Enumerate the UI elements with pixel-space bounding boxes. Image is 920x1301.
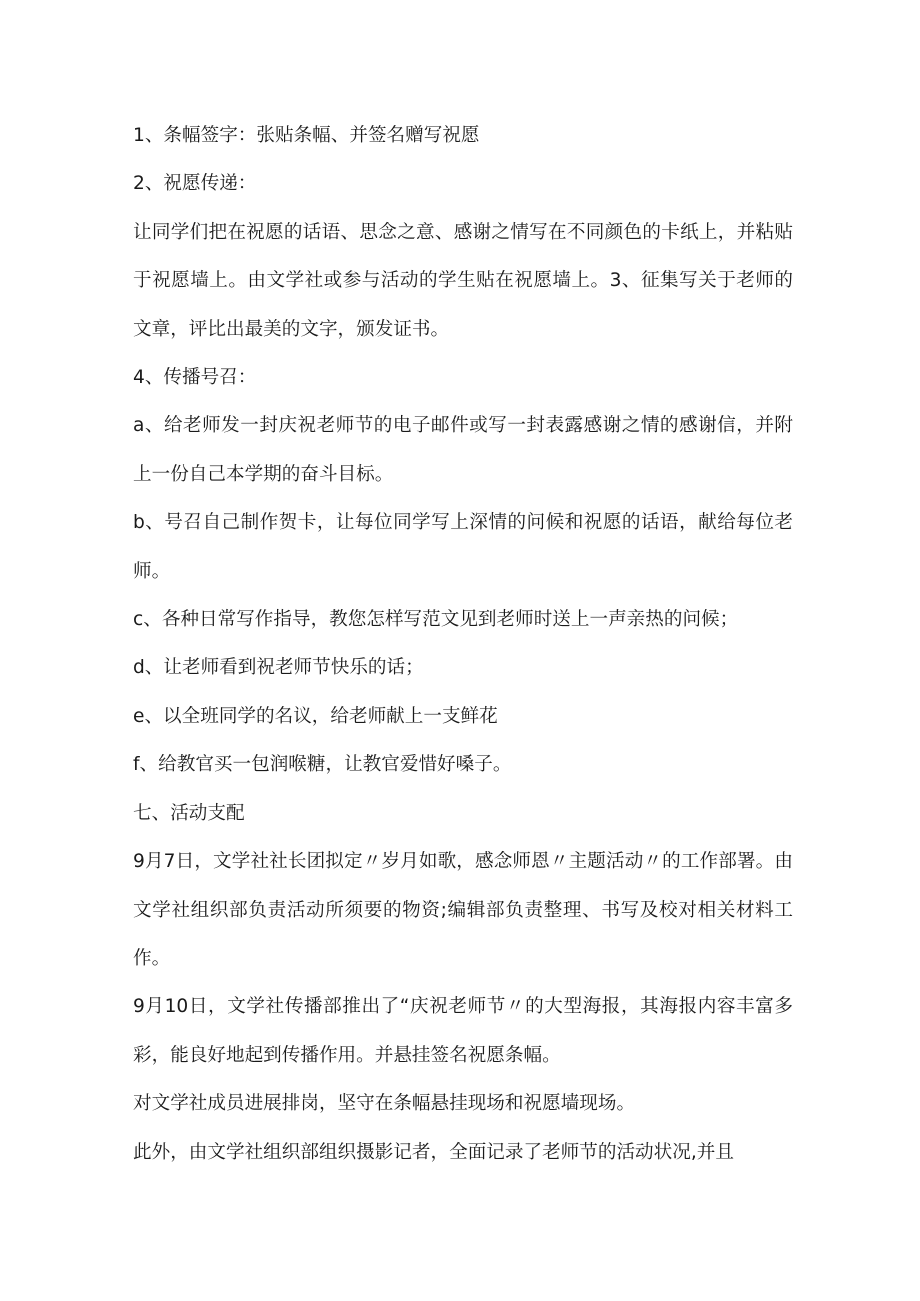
paragraph-item-f: f、给教官买一包润喉糖，让教官爱惜好嗓子。 [133,754,512,776]
paragraph-item-c: c、各种日常写作指导，教您怎样写范文见到老师时送上一声亲热的问候； [133,609,739,631]
paragraph-item-d: d、让老师看到祝老师节快乐的话； [133,657,424,679]
paragraph-promotion-heading: 4、传播号召： [133,367,257,389]
paragraph-banner-signing: 1、条幅签字：张贴条幅、并签名赠写祝愿 [133,125,480,146]
paragraph-item-b: b、号召自己制作贺卡，让每位同学写上深情的问候和祝愿的话语，献给每位老师。 [133,512,793,582]
paragraph-sept-10: 9月10日，文学社传播部推出了“庆祝老师节〃的大型海报，其海报内容丰富多彩，能良好地起到传播作用。并悬挂签名祝愿条幅。 [133,996,793,1066]
paragraph-photography: 此外，由文学社组织部组织摄影记者，全面记录了老师节的活动状况,并且 [133,1141,734,1163]
paragraph-sept-7: 9月7日，文学社社长团拟定〃岁月如歌，感念师恩〃主题活动〃的工作部署。由文学社组织部负责活动所须要的物资;编辑部负责整理、书写及校对相关材料工作。 [133,851,793,969]
document-body [133,112,793,1177]
section-heading-activity-arrangement: 七、活动支配 [133,802,245,824]
paragraph-item-a: a、给老师发一封庆祝老师节的电子邮件或写一封表露感谢之情的感谢信，并附上一份自己本学期的奋斗目标。 [133,415,793,485]
paragraph-wish-delivery-body: 让同学们把在祝愿的话语、思念之意、感谢之情写在不同颜色的卡纸上，并粘贴于祝愿墙上。由文学社或参与活动的学生贴在祝愿墙上。3、征集写关于老师的文章，评比出最美的文字，颁发证书。 [133,221,793,340]
paragraph-staffing: 对文学社成员进展排岗，坚守在条幅悬挂现场和祝愿墙现场。 [133,1093,636,1115]
paragraph-item-e: e、以全班同学的名议，给老师献上一支鲜花 [133,705,498,727]
paragraph-wish-delivery-heading: 2、祝愿传递： [133,173,257,195]
